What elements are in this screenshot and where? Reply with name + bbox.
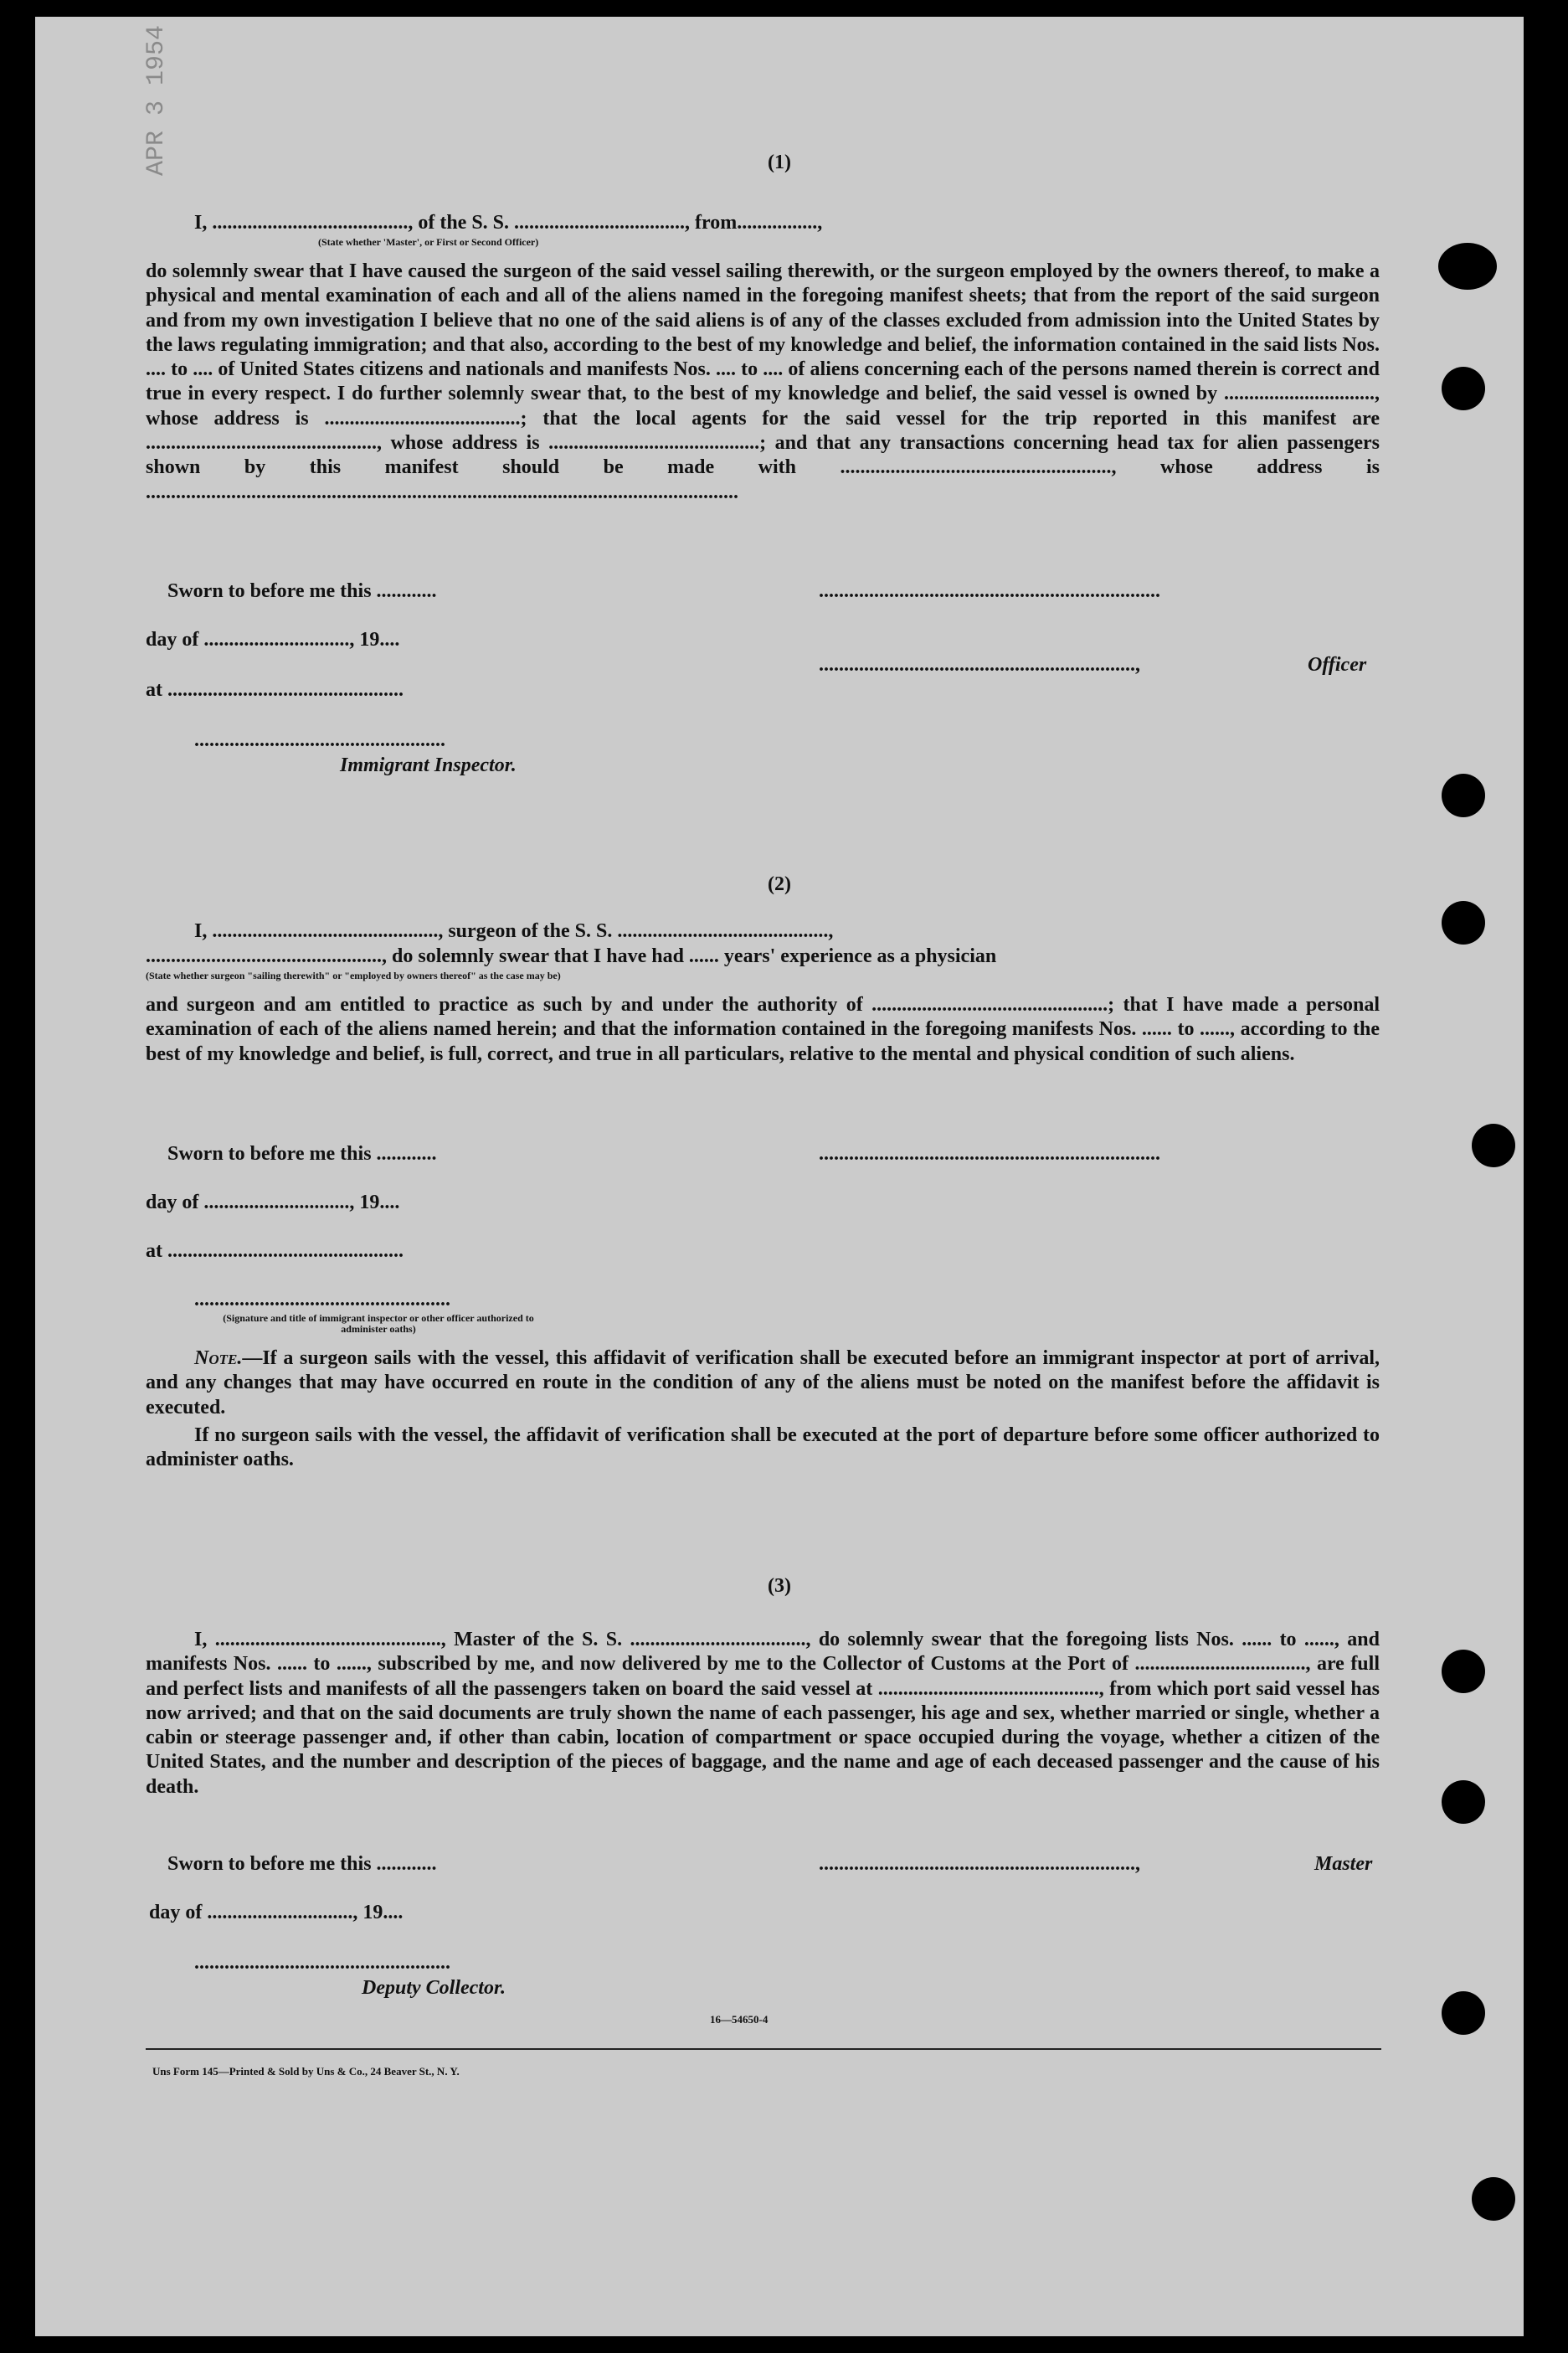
section-1-oath-line: I, ......................................., of the S. S. .................................., from................, <box>194 212 823 234</box>
form-code: 16—54650-4 <box>710 2013 769 2026</box>
punch-hole-7 <box>1442 1780 1485 1824</box>
section-2-signature-note: (Signature and title of immigrant inspector or other officer authorized to administer oaths) <box>223 1312 534 1335</box>
footer-rule <box>146 2048 1381 2050</box>
note-text-1: —If a surgeon sails with the vessel, this affidavit of verification shall be executed before an immigrant inspector at port of arrival, and any changes that may have occurred en route in the condition of any of the aliens must be noted on the manifest before the affidavit is executed. <box>146 1347 1380 1418</box>
punch-hole-5 <box>1472 1124 1515 1167</box>
section-3-master-dots: ..............................................................., <box>819 1853 1140 1875</box>
section-2-signature-dots: ................................................... <box>194 1289 450 1310</box>
received-stamp: APR 3 1954 <box>142 24 171 176</box>
section-2-note-2: If no surgeon sails with the vessel, the affidavit of verification shall be executed at the port of departure before some officer authorized to administer oaths. <box>146 1424 1380 1471</box>
section-1-inspector-signature: .................................................. <box>194 729 445 751</box>
section-2-sworn: Sworn to before me this ............ <box>167 1143 437 1165</box>
section-1-officer-label: Officer <box>1308 654 1367 676</box>
punch-hole-3 <box>1442 774 1485 817</box>
section-3-collector-dots: ................................................... <box>194 1952 450 1974</box>
printer-line: Uns Form 145—Printed & Sold by Uns & Co., 24 Beaver St., N. Y. <box>152 2065 460 2078</box>
section-2-number: (2) <box>768 873 791 895</box>
section-1-day-of: day of ............................., 19.... <box>146 629 400 651</box>
punch-hole-2 <box>1442 367 1485 410</box>
punch-hole-4 <box>1442 901 1485 945</box>
punch-hole-6 <box>1442 1650 1485 1693</box>
punch-hole-9 <box>1472 2177 1515 2221</box>
section-2-experience-note: (State whether surgeon "sailing therewith" or "employed by owners thereof" as the case may be) <box>146 970 561 981</box>
section-3-day-of: day of ............................., 19.... <box>149 1902 404 1923</box>
section-1-at: at ............................................... <box>146 679 404 701</box>
form-page <box>35 17 1524 2336</box>
section-2-line-1: I, ............................................., surgeon of the S. S. .........................................., <box>194 920 834 942</box>
note-label: Note. <box>194 1347 243 1369</box>
section-3-collector-label: Deputy Collector. <box>362 1977 506 1999</box>
section-3-number: (3) <box>768 1575 791 1597</box>
section-1-officer-dots-1: .................................................................... <box>819 580 1160 602</box>
section-1-title-note: (State whether 'Master', or First or Second Officer) <box>318 236 539 248</box>
section-2-note <box>146 1346 1380 1420</box>
punch-hole-8 <box>1442 1991 1485 2035</box>
section-2-line-2: ..............................................., do solemnly swear that I have had ...... years' experience as a physician <box>146 945 997 967</box>
section-2-paragraph: and surgeon and am entitled to practice as such by and under the authority of ...............................................; that I have made a personal examination of each of the aliens named herein; and that the information contained in the foregoing manifests Nos. ...... to ......, according to the best of my knowledge and belief, is full, correct, and true in all particulars, relative to the mental and physical condition of such aliens. <box>146 994 1380 1065</box>
section-2-at: at ............................................... <box>146 1240 404 1262</box>
section-1-paragraph: do solemnly swear that I have caused the surgeon of the said vessel sailing therewith, or the surgeon employed by the owners thereof, to make a physical and mental examination of each and all of the aliens named in the foregoing manifest sheets; that from the report of the said surgeon and from my own investigation I believe that no one of the said aliens is of any of the classes excluded from admission into the United States by the laws regulating immigration; and that also, according to the best of my knowledge and belief, the information contained in the said lists Nos. .... to .... of United States citizens and nationals and manifests Nos. .... to .... of aliens concerning each of the persons named therein is correct and true in every respect. I do further solemnly swear that, to the best of my knowledge and belief, the said vessel is owned by .............................., whose address is .......................................; that the local agents for the said vessel for the trip reported in this manifest are .............................................., whose address is ..........................................; and that any transactions concerning head tax for alien passengers shown by this manifest should be made with ......................................................, whose address is ...................................................................................................................... <box>146 260 1380 503</box>
section-1-number: (1) <box>768 152 791 173</box>
section-1-inspector-label: Immigrant Inspector. <box>340 754 517 776</box>
section-2-right-dots: .................................................................... <box>819 1143 1160 1165</box>
section-3-master-label: Master <box>1314 1853 1373 1875</box>
punch-hole-1 <box>1438 243 1497 290</box>
section-1-sworn: Sworn to before me this ............ <box>167 580 437 602</box>
section-3-sworn: Sworn to before me this ............ <box>167 1853 437 1875</box>
section-2-day-of: day of ............................., 19.... <box>146 1192 400 1213</box>
section-1-officer-dots-2: ..............................................................., <box>819 654 1140 676</box>
section-3-paragraph: I, ............................................., Master of the S. S. ..................................., do solemnly swear that the foregoing lists Nos. ...... to ......, and manifests Nos. ...... to ......, subscribed by me, and now delivered by me to the Collector of Customs at the Port of .................................., are full and perfect lists and manifests of all the passengers taken on board the said vessel at ............................................, from which port said vessel has now arrived; and that on the said documents are truly shown the name of each passenger, his age and sex, whether married or single, whether a cabin or steerage passenger and, if other than cabin, location of compartment or space occupied during the voyage, whether a citizen of the United States, and the number and description of the pieces of baggage, and the name and age of each deceased passenger and the cause of his death. <box>146 1629 1380 1798</box>
